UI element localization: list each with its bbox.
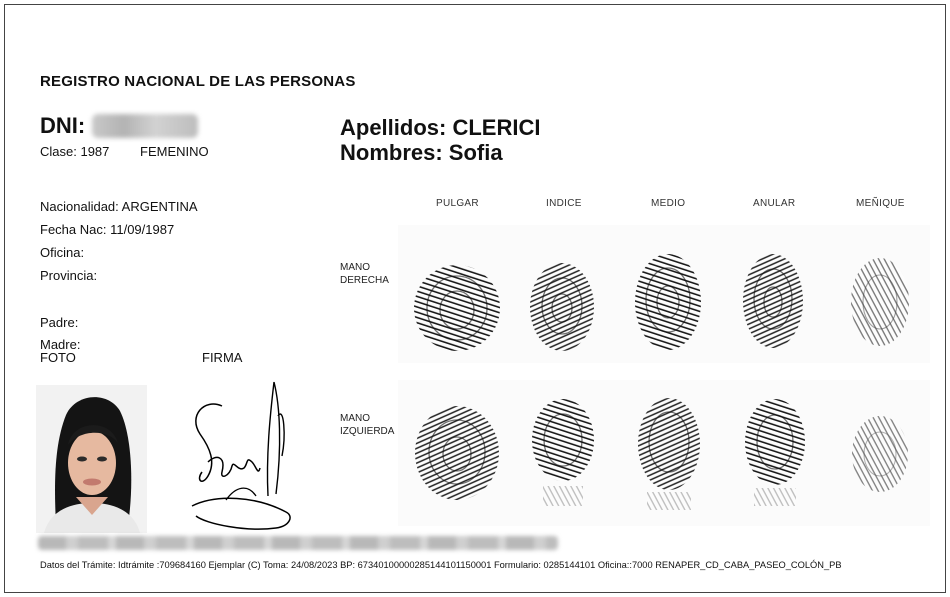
hand-label-right: MANO DERECHA [340, 262, 389, 286]
fingerprint-left-medio [637, 396, 701, 512]
firma-label: FIRMA [202, 350, 243, 365]
fingerprint-right-pulgar [412, 262, 502, 352]
fingerprint-left-pulgar [414, 404, 500, 502]
finger-header-medio: MEDIO [651, 198, 686, 209]
madre-field: Madre: [40, 337, 81, 352]
nacionalidad-field: Nacionalidad: ARGENTINA [40, 199, 198, 214]
fingerprint-right-anular [742, 252, 804, 350]
fecha-nac-field: Fecha Nac: 11/09/1987 [40, 222, 175, 237]
oficina-field: Oficina: [40, 245, 85, 260]
dni-number-redacted [92, 114, 198, 138]
finger-header-anular: ANULAR [753, 198, 796, 209]
provincia-field: Provincia: [40, 268, 98, 283]
fingerprint-left-anular [744, 398, 806, 508]
fingerprint-left-menique [850, 414, 910, 494]
fingerprint-right-indice [529, 262, 595, 352]
finger-header-indice: INDICE [546, 198, 582, 209]
apellidos-field: Apellidos: CLERICI [340, 115, 541, 140]
fingerprint-right-menique [850, 256, 910, 348]
finger-header-pulgar: PULGAR [436, 198, 479, 209]
portrait-photo [36, 385, 147, 533]
foto-label: FOTO [40, 350, 76, 365]
hand-label-left: MANO IZQUIERDA [340, 413, 395, 437]
tramite-data: Datos del Trámite: Idtrámite :709684160 Ejemplar (C) Toma: 24/08/2023 BP: 67340100000285144101150001 Formulario: 0285144101 Oficina::7000 RENAPER_CD_CABA_PASEO_COLÓN_PB [40, 560, 842, 570]
padre-field: Padre: [40, 315, 79, 330]
dni-label: DNI: [40, 113, 86, 138]
nombres-field: Nombres: Sofia [340, 140, 503, 165]
signature-image [186, 376, 302, 534]
fingerprint-left-indice [531, 398, 595, 510]
document-title: REGISTRO NACIONAL DE LAS PERSONAS [40, 73, 356, 90]
fingerprint-right-medio [634, 252, 702, 352]
redacted-line [38, 536, 558, 550]
clase-field: Clase: 1987 [40, 144, 110, 159]
sexo-field: FEMENINO [140, 144, 209, 159]
finger-header-menique: MEÑIQUE [856, 198, 905, 209]
